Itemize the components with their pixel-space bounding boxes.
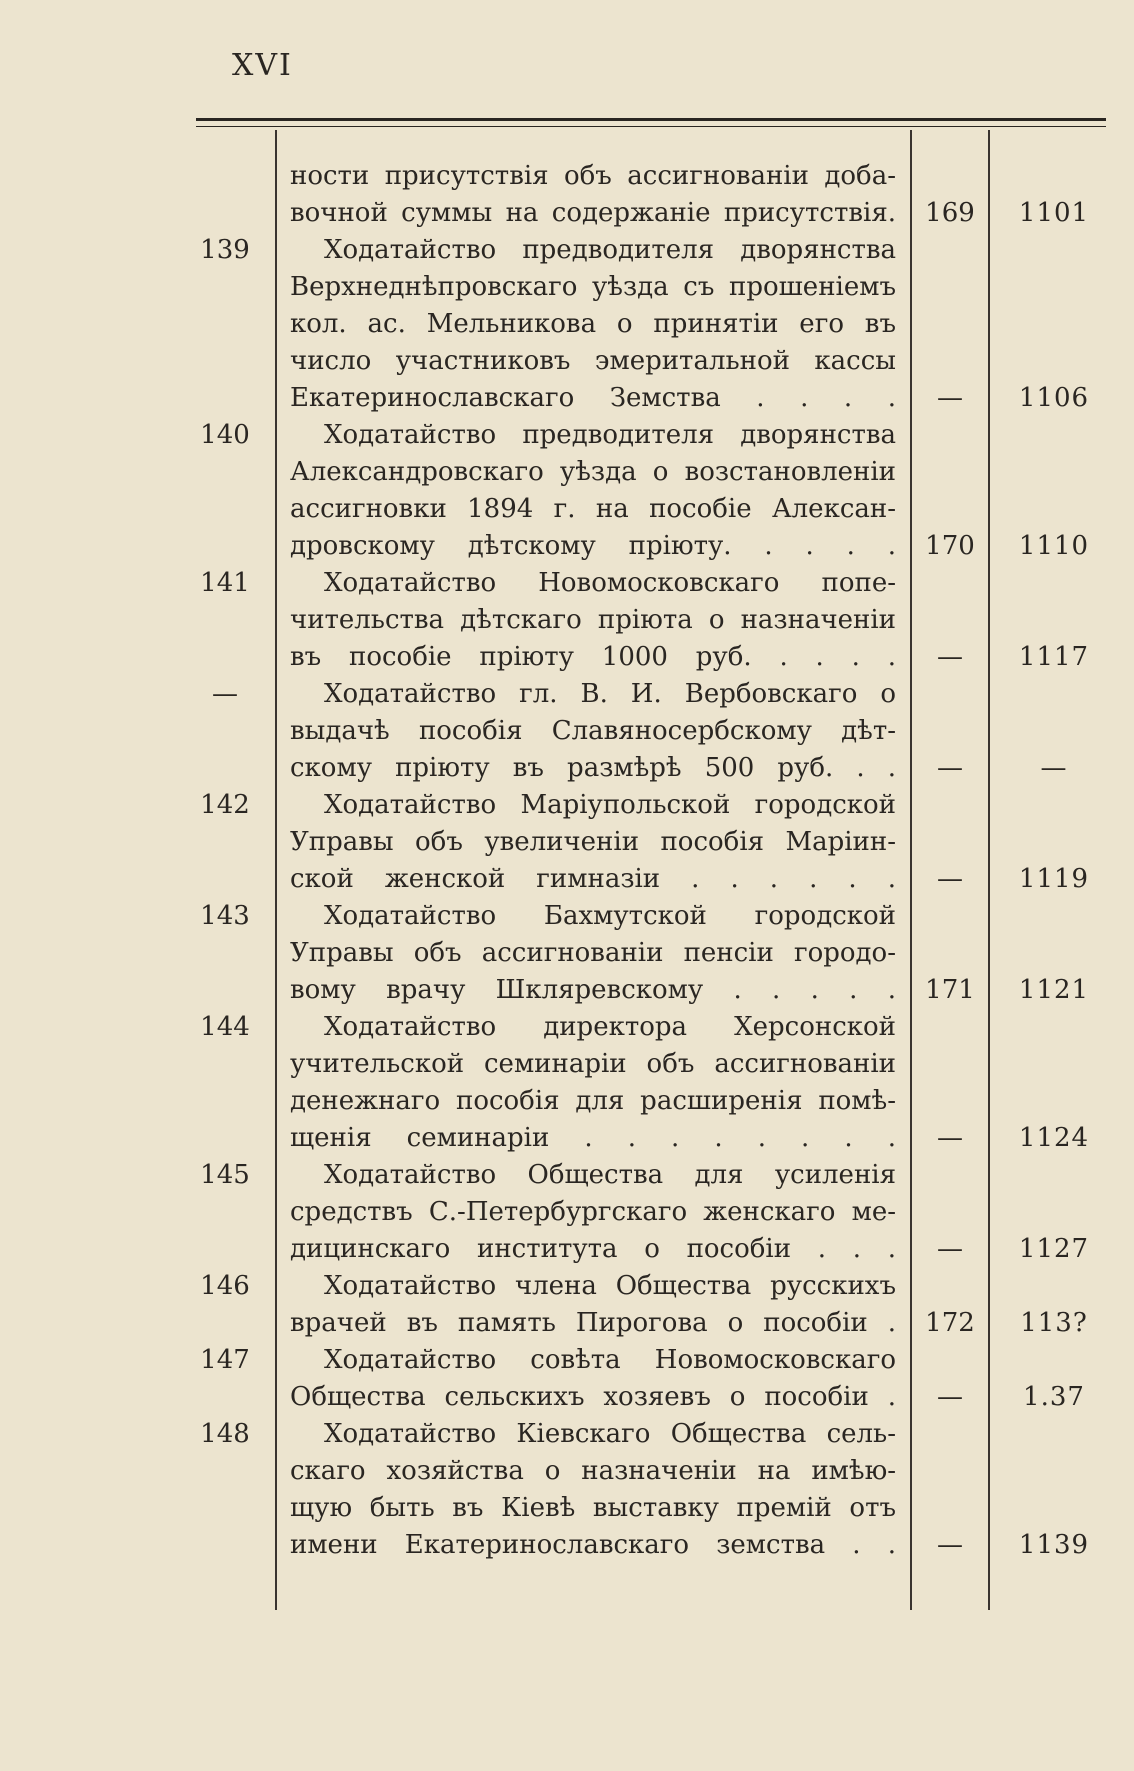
entry-text-line: Ходатайство гл. В. И. Вербовскаго о — [324, 679, 896, 709]
entry-text — [290, 898, 896, 1009]
entry-column-3-value: — — [937, 383, 963, 413]
entry-page-value: 1127 — [1018, 1234, 1090, 1264]
entry-text-line: Ходатайство члена Общества русскихъ — [324, 1271, 896, 1301]
entry-column-3-value: — — [937, 642, 963, 672]
entry-text-line: Общества сельскихъ хозяевъ о пособіи . — [290, 1382, 896, 1412]
entry-text — [290, 417, 896, 565]
entry-text — [290, 787, 896, 898]
entry-page-value: 1106 — [1018, 383, 1090, 413]
entry-text-line: Александровскаго уѣзда о возстановленіи — [290, 457, 896, 487]
entry-page-value: 113? — [1020, 1308, 1088, 1338]
entry-column-3-value: 169 — [925, 198, 975, 228]
entry-text-line: щую быть въ Кіевѣ выставку премій отъ — [290, 1493, 896, 1523]
entry-number: 140 — [200, 420, 250, 450]
table-row — [0, 1416, 1134, 1564]
entry-text-line: Ходатайство совѣта Новомосковскаго — [324, 1345, 896, 1375]
entry-page-value: 1121 — [1018, 975, 1090, 1005]
entry-text-line: имени Екатеринославскаго земства . . — [290, 1530, 896, 1560]
entry-column-3-value: — — [937, 864, 963, 894]
entry-page-value: 1.37 — [1023, 1382, 1085, 1412]
entry-text-line: Ходатайство Маріупольской городской — [324, 790, 896, 820]
entry-text-line: Ходатайство Бахмутской городской — [324, 901, 896, 931]
entry-text-line: ской женской гимназіи . . . . . . — [290, 864, 896, 894]
entry-page-value: 1101 — [1018, 198, 1090, 228]
table-row — [0, 1342, 1134, 1416]
entry-text — [290, 1416, 896, 1564]
entry-text-line: учительской семинаріи объ ассигнованіи — [290, 1049, 896, 1079]
entry-column-3-value: 171 — [925, 975, 975, 1005]
entry-text-line: щенія семинаріи . . . . . . . . — [290, 1123, 896, 1153]
entry-page-value: — — [1040, 753, 1068, 783]
entry-text — [290, 1157, 896, 1268]
index-table — [0, 158, 1134, 1564]
entry-number: 139 — [200, 235, 250, 265]
entry-text-line: Управы объ увеличеніи пособія Маріин- — [290, 827, 896, 857]
entry-number: 144 — [200, 1012, 250, 1042]
entry-text-line: вому врачу Шкляревскому . . . . . — [290, 975, 896, 1005]
table-row — [0, 898, 1134, 1009]
table-row — [0, 1009, 1134, 1157]
entry-number: 143 — [200, 901, 250, 931]
entry-number: 148 — [200, 1419, 250, 1449]
table-row — [0, 1268, 1134, 1342]
entry-text-line: дицинскаго института о пособіи . . . — [290, 1234, 896, 1264]
table-row — [0, 232, 1134, 417]
entry-text — [290, 1268, 896, 1342]
entry-column-3-value: — — [937, 1382, 963, 1412]
header-rule-thick — [196, 118, 1106, 121]
entry-text — [290, 565, 896, 676]
entry-text-line: кол. ас. Мельникова о принятіи его въ — [290, 309, 896, 339]
entry-column-3-value: — — [937, 1123, 963, 1153]
entry-text — [290, 158, 896, 232]
entry-text-line: Ходатайство Общества для усиленія — [324, 1160, 896, 1190]
entry-text-line: дровскому дѣтскому пріюту. . . . . — [290, 531, 896, 561]
entry-text-line: Ходатайство предводителя дворянства — [324, 420, 896, 450]
entry-text-line: Ходатайство предводителя дворянства — [324, 235, 896, 265]
entry-number: 142 — [200, 790, 250, 820]
entry-page-value: 1110 — [1018, 531, 1090, 561]
table-row — [0, 1157, 1134, 1268]
entry-text-line: денежнаго пособія для расширенія помѣ- — [290, 1086, 896, 1116]
entry-number: 141 — [200, 568, 250, 598]
entry-text-line: вочной суммы на содержаніе присутствія. — [290, 198, 896, 228]
entry-column-3-value: 170 — [925, 531, 975, 561]
entry-text — [290, 1009, 896, 1157]
entry-text-line: Ходатайство Кіевскаго Общества сель- — [324, 1419, 896, 1449]
entry-text — [290, 1342, 896, 1416]
entry-text-line: число участниковъ эмеритальной кассы — [290, 346, 896, 376]
table-row — [0, 787, 1134, 898]
page-number: XVI — [232, 48, 293, 83]
entry-number: 145 — [200, 1160, 250, 1190]
entry-text-line: выдачѣ пособія Славяносербскому дѣт- — [290, 716, 896, 746]
entry-text-line: скаго хозяйства о назначеніи на имѣю- — [290, 1456, 896, 1486]
entry-text-line: средствъ С.-Петербургскаго женскаго ме- — [290, 1197, 896, 1227]
entry-column-3-value: — — [937, 1530, 963, 1560]
entry-page-value: 1119 — [1018, 864, 1090, 894]
entry-page-value: 1139 — [1018, 1530, 1090, 1560]
entry-text — [290, 676, 896, 787]
entry-column-3-value: — — [937, 753, 963, 783]
entry-text-line: врачей въ память Пирогова о пособіи . — [290, 1308, 896, 1338]
entry-text-line: Екатеринославскаго Земства . . . . — [290, 383, 896, 413]
entry-text-line: ассигновки 1894 г. на пособіе Алексан- — [290, 494, 896, 524]
entry-text-line: скому пріюту въ размѣрѣ 500 руб. . . — [290, 753, 896, 783]
entry-text-line: чительства дѣтскаго пріюта о назначеніи — [290, 605, 896, 635]
entry-page-value: 1124 — [1018, 1123, 1090, 1153]
entry-text-line: Ходатайство директора Херсонской — [324, 1012, 896, 1042]
table-row — [0, 676, 1134, 787]
entry-number: 146 — [200, 1271, 250, 1301]
entry-text — [290, 232, 896, 417]
entry-text-line: Ходатайство Новомосковскаго попе- — [324, 568, 896, 598]
entry-text-line: ности присутствія объ ассигнованіи доба- — [290, 161, 896, 191]
entry-page-value: 1117 — [1018, 642, 1090, 672]
entry-number: — — [212, 679, 238, 709]
entry-text-line: Управы объ ассигнованіи пенсіи городо- — [290, 938, 896, 968]
entry-column-3-value: 172 — [925, 1308, 975, 1338]
table-row — [0, 158, 1134, 232]
header-rule-thin — [196, 126, 1106, 127]
entry-column-3-value: — — [937, 1234, 963, 1264]
table-row — [0, 417, 1134, 565]
table-row — [0, 565, 1134, 676]
entry-text-line: въ пособіе пріюту 1000 руб. . . . . — [290, 642, 896, 672]
entry-text-line: Верхнеднѣпровскаго уѣзда съ прошеніемъ — [290, 272, 896, 302]
entry-number: 147 — [200, 1345, 250, 1375]
